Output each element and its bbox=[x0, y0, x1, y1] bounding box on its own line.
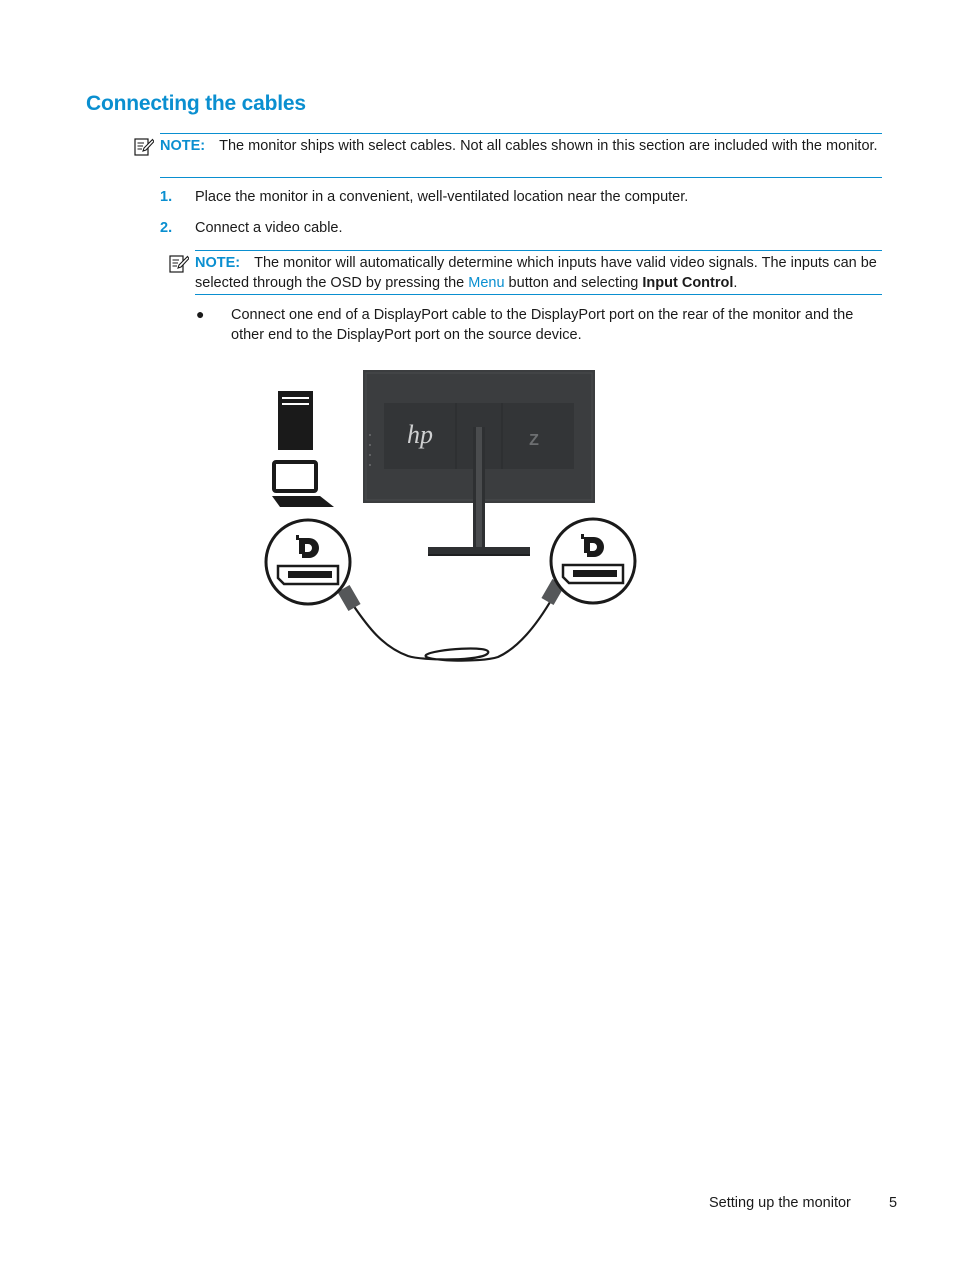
bullet-text: Connect one end of a DisplayPort cable to the DisplayPort port on the rear of the monitor and the other end to the DisplayPort port on the source device. bbox=[231, 307, 854, 343]
input-control-label: Input Control bbox=[642, 275, 734, 291]
desktop-tower-icon bbox=[278, 391, 313, 450]
note-text: The monitor will automatically determine which inputs have valid video signals. The inputs can be selected through the OSD by pressing the bbox=[195, 255, 877, 291]
page-number: 5 bbox=[889, 1195, 898, 1211]
menu-link[interactable]: Menu bbox=[468, 275, 505, 291]
note-pencil-icon bbox=[134, 138, 154, 156]
footer-section-title: Setting up the monitor bbox=[709, 1195, 851, 1211]
displayport-connection-illustration bbox=[258, 365, 643, 670]
note-label: NOTE: bbox=[195, 255, 241, 271]
note-text: button and selecting bbox=[504, 275, 643, 291]
note-box bbox=[195, 250, 882, 295]
z-series-logo: Z bbox=[529, 432, 539, 449]
monitor-rear-view bbox=[363, 370, 595, 556]
displayport-port-callout-right bbox=[551, 519, 635, 603]
displayport-cable bbox=[337, 579, 564, 661]
note-text: The monitor ships with select cables. Not all cables shown in this section are included with the monitor. bbox=[219, 138, 878, 154]
bullet-icon: ● bbox=[196, 306, 205, 322]
displayport-port-callout-left bbox=[266, 520, 350, 604]
note-text: . bbox=[733, 275, 738, 291]
laptop-icon bbox=[272, 462, 334, 507]
hp-logo: hp bbox=[407, 420, 433, 449]
note-pencil-icon bbox=[169, 255, 189, 273]
note-box bbox=[160, 133, 882, 178]
step-number: 2. bbox=[160, 220, 173, 236]
note-label: NOTE: bbox=[160, 138, 206, 154]
step-number: 1. bbox=[160, 189, 173, 205]
page-title: Connecting the cables bbox=[86, 92, 306, 115]
step-text: Place the monitor in a convenient, well-ventilated location near the computer. bbox=[195, 189, 689, 205]
step-text: Connect a video cable. bbox=[195, 220, 343, 236]
